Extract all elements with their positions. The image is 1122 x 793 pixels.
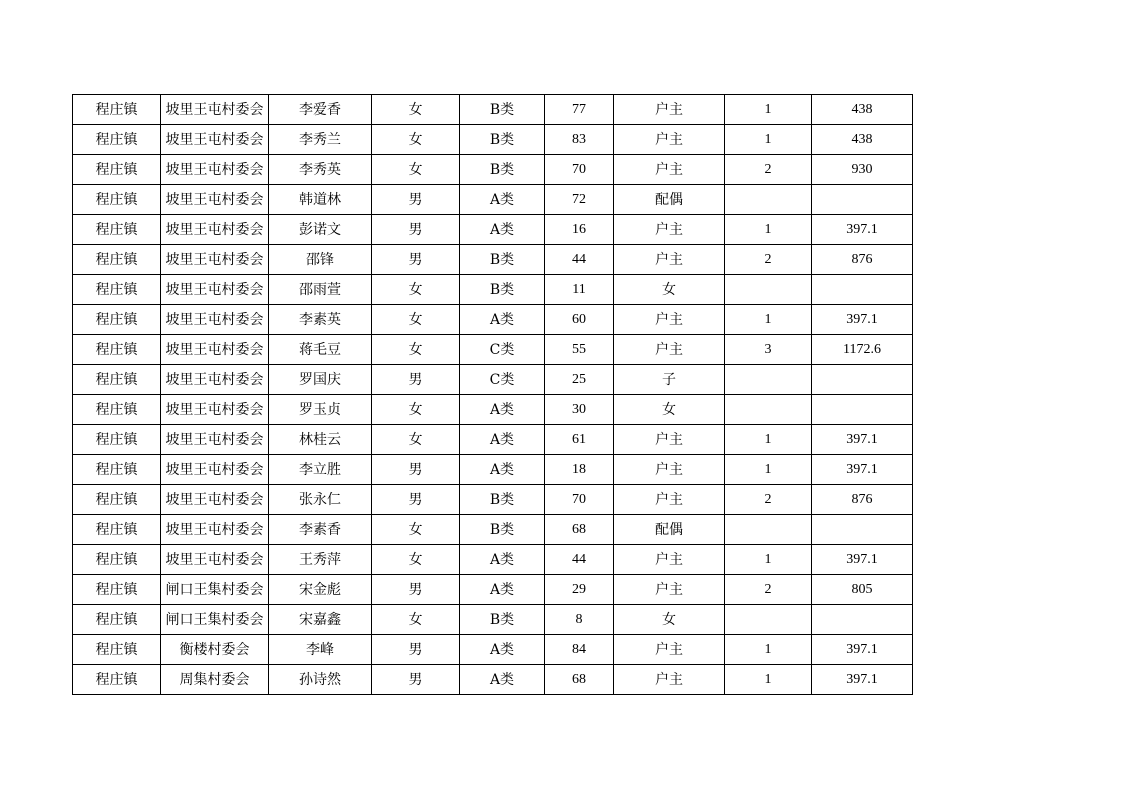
cell-household-size: 1: [725, 95, 812, 125]
cell-household-size: 1: [725, 545, 812, 575]
cell-household-size: [725, 605, 812, 635]
cell-relation: 子: [614, 365, 725, 395]
cell-relation: 户主: [614, 155, 725, 185]
cell-name: 宋金彪: [269, 575, 372, 605]
cell-gender: 女: [372, 95, 460, 125]
cell-age: 55: [545, 335, 614, 365]
cell-category: A类: [460, 635, 545, 665]
cell-age: 18: [545, 455, 614, 485]
cell-gender: 男: [372, 485, 460, 515]
cell-amount: [812, 365, 913, 395]
table-row: [73, 305, 913, 335]
table-row: [73, 395, 913, 425]
cell-name: 罗国庆: [269, 365, 372, 395]
cell-relation: 户主: [614, 305, 725, 335]
cell-category: A类: [460, 215, 545, 245]
table-row: [73, 605, 913, 635]
cell-amount: 397.1: [812, 455, 913, 485]
cell-category: A类: [460, 455, 545, 485]
cell-village: 坡里王屯村委会: [161, 185, 269, 215]
cell-gender: 女: [372, 305, 460, 335]
cell-amount: 397.1: [812, 425, 913, 455]
cell-town: 程庄镇: [73, 395, 161, 425]
table-row: [73, 635, 913, 665]
cell-name: 张永仁: [269, 485, 372, 515]
cell-amount: 876: [812, 485, 913, 515]
cell-household-size: [725, 185, 812, 215]
cell-town: 程庄镇: [73, 605, 161, 635]
cell-household-size: 2: [725, 575, 812, 605]
cell-category: A类: [460, 665, 545, 695]
cell-town: 程庄镇: [73, 215, 161, 245]
cell-gender: 女: [372, 425, 460, 455]
cell-amount: 397.1: [812, 665, 913, 695]
cell-household-size: 2: [725, 485, 812, 515]
cell-household-size: [725, 515, 812, 545]
cell-town: 程庄镇: [73, 305, 161, 335]
cell-age: 16: [545, 215, 614, 245]
cell-age: 11: [545, 275, 614, 305]
cell-household-size: 3: [725, 335, 812, 365]
cell-category: C类: [460, 365, 545, 395]
cell-relation: 女: [614, 275, 725, 305]
table-body: [73, 95, 913, 695]
cell-amount: 876: [812, 245, 913, 275]
cell-name: 李素英: [269, 305, 372, 335]
cell-gender: 女: [372, 395, 460, 425]
cell-amount: [812, 605, 913, 635]
cell-name: 李峰: [269, 635, 372, 665]
cell-gender: 男: [372, 185, 460, 215]
cell-relation: 户主: [614, 245, 725, 275]
cell-gender: 男: [372, 365, 460, 395]
table-row: [73, 245, 913, 275]
cell-age: 44: [545, 545, 614, 575]
cell-category: A类: [460, 305, 545, 335]
cell-household-size: 1: [725, 635, 812, 665]
cell-name: 李爱香: [269, 95, 372, 125]
cell-category: A类: [460, 575, 545, 605]
cell-name: 李秀英: [269, 155, 372, 185]
cell-name: 罗玉贞: [269, 395, 372, 425]
cell-amount: 438: [812, 125, 913, 155]
cell-category: B类: [460, 125, 545, 155]
cell-name: 邵雨萱: [269, 275, 372, 305]
cell-town: 程庄镇: [73, 95, 161, 125]
cell-name: 蒋毛豆: [269, 335, 372, 365]
cell-gender: 男: [372, 215, 460, 245]
cell-village: 坡里王屯村委会: [161, 485, 269, 515]
cell-relation: 户主: [614, 575, 725, 605]
cell-town: 程庄镇: [73, 185, 161, 215]
cell-name: 李秀兰: [269, 125, 372, 155]
cell-household-size: 1: [725, 125, 812, 155]
table-row: [73, 215, 913, 245]
cell-relation: 女: [614, 605, 725, 635]
cell-gender: 女: [372, 155, 460, 185]
cell-village: 坡里王屯村委会: [161, 335, 269, 365]
cell-household-size: [725, 395, 812, 425]
cell-town: 程庄镇: [73, 545, 161, 575]
cell-town: 程庄镇: [73, 125, 161, 155]
cell-amount: 397.1: [812, 215, 913, 245]
cell-name: 李素香: [269, 515, 372, 545]
table-row: [73, 515, 913, 545]
cell-household-size: 2: [725, 245, 812, 275]
cell-gender: 男: [372, 665, 460, 695]
cell-relation: 户主: [614, 455, 725, 485]
cell-household-size: 1: [725, 215, 812, 245]
cell-age: 70: [545, 155, 614, 185]
cell-amount: 438: [812, 95, 913, 125]
table-row: [73, 275, 913, 305]
cell-village: 闸口王集村委会: [161, 575, 269, 605]
cell-name: 林桂云: [269, 425, 372, 455]
table-row: [73, 95, 913, 125]
cell-relation: 配偶: [614, 185, 725, 215]
cell-village: 坡里王屯村委会: [161, 515, 269, 545]
cell-age: 30: [545, 395, 614, 425]
table-row: [73, 575, 913, 605]
cell-category: B类: [460, 515, 545, 545]
cell-town: 程庄镇: [73, 335, 161, 365]
table-row: [73, 485, 913, 515]
cell-town: 程庄镇: [73, 485, 161, 515]
cell-amount: 397.1: [812, 545, 913, 575]
table-row: [73, 155, 913, 185]
cell-age: 68: [545, 665, 614, 695]
cell-town: 程庄镇: [73, 665, 161, 695]
cell-village: 坡里王屯村委会: [161, 395, 269, 425]
cell-category: B类: [460, 605, 545, 635]
cell-amount: 397.1: [812, 305, 913, 335]
cell-category: B类: [460, 95, 545, 125]
cell-name: 彭诺文: [269, 215, 372, 245]
cell-relation: 配偶: [614, 515, 725, 545]
cell-amount: [812, 395, 913, 425]
data-table: [72, 94, 913, 695]
cell-gender: 男: [372, 245, 460, 275]
cell-category: B类: [460, 245, 545, 275]
cell-age: 44: [545, 245, 614, 275]
table-row: [73, 425, 913, 455]
cell-village: 周集村委会: [161, 665, 269, 695]
cell-gender: 女: [372, 275, 460, 305]
cell-household-size: 1: [725, 455, 812, 485]
cell-name: 邵锋: [269, 245, 372, 275]
cell-category: C类: [460, 335, 545, 365]
cell-name: 王秀萍: [269, 545, 372, 575]
cell-household-size: 2: [725, 155, 812, 185]
cell-village: 坡里王屯村委会: [161, 155, 269, 185]
cell-amount: [812, 515, 913, 545]
cell-relation: 户主: [614, 215, 725, 245]
cell-village: 衡楼村委会: [161, 635, 269, 665]
cell-town: 程庄镇: [73, 245, 161, 275]
cell-name: 李立胜: [269, 455, 372, 485]
cell-village: 坡里王屯村委会: [161, 365, 269, 395]
cell-village: 坡里王屯村委会: [161, 305, 269, 335]
cell-gender: 女: [372, 515, 460, 545]
cell-age: 72: [545, 185, 614, 215]
cell-town: 程庄镇: [73, 455, 161, 485]
table-row: [73, 455, 913, 485]
cell-town: 程庄镇: [73, 275, 161, 305]
cell-name: 孙诗然: [269, 665, 372, 695]
cell-gender: 女: [372, 545, 460, 575]
cell-household-size: [725, 275, 812, 305]
cell-amount: 805: [812, 575, 913, 605]
table-row: [73, 545, 913, 575]
cell-relation: 户主: [614, 545, 725, 575]
table-row: [73, 665, 913, 695]
cell-age: 83: [545, 125, 614, 155]
cell-category: B类: [460, 155, 545, 185]
cell-village: 坡里王屯村委会: [161, 425, 269, 455]
cell-town: 程庄镇: [73, 425, 161, 455]
cell-gender: 男: [372, 635, 460, 665]
cell-name: 宋嘉鑫: [269, 605, 372, 635]
cell-gender: 女: [372, 335, 460, 365]
cell-age: 77: [545, 95, 614, 125]
cell-gender: 女: [372, 605, 460, 635]
cell-amount: 397.1: [812, 635, 913, 665]
cell-town: 程庄镇: [73, 635, 161, 665]
cell-age: 61: [545, 425, 614, 455]
cell-relation: 户主: [614, 125, 725, 155]
cell-relation: 女: [614, 395, 725, 425]
cell-household-size: 1: [725, 425, 812, 455]
cell-age: 70: [545, 485, 614, 515]
cell-village: 坡里王屯村委会: [161, 455, 269, 485]
cell-amount: 1172.6: [812, 335, 913, 365]
cell-gender: 女: [372, 125, 460, 155]
cell-town: 程庄镇: [73, 575, 161, 605]
cell-category: A类: [460, 185, 545, 215]
cell-household-size: 1: [725, 665, 812, 695]
cell-amount: 930: [812, 155, 913, 185]
cell-gender: 男: [372, 575, 460, 605]
table-row: [73, 125, 913, 155]
cell-category: A类: [460, 545, 545, 575]
cell-relation: 户主: [614, 665, 725, 695]
cell-category: B类: [460, 275, 545, 305]
cell-amount: [812, 185, 913, 215]
cell-relation: 户主: [614, 425, 725, 455]
table-row: [73, 185, 913, 215]
cell-village: 闸口王集村委会: [161, 605, 269, 635]
cell-town: 程庄镇: [73, 155, 161, 185]
cell-age: 8: [545, 605, 614, 635]
cell-village: 坡里王屯村委会: [161, 245, 269, 275]
cell-town: 程庄镇: [73, 515, 161, 545]
cell-village: 坡里王屯村委会: [161, 215, 269, 245]
cell-village: 坡里王屯村委会: [161, 275, 269, 305]
cell-age: 84: [545, 635, 614, 665]
cell-amount: [812, 275, 913, 305]
cell-town: 程庄镇: [73, 365, 161, 395]
cell-name: 韩道林: [269, 185, 372, 215]
cell-relation: 户主: [614, 335, 725, 365]
table-row: [73, 365, 913, 395]
cell-age: 29: [545, 575, 614, 605]
cell-relation: 户主: [614, 485, 725, 515]
cell-age: 60: [545, 305, 614, 335]
cell-village: 坡里王屯村委会: [161, 95, 269, 125]
cell-age: 25: [545, 365, 614, 395]
cell-age: 68: [545, 515, 614, 545]
table-row: [73, 335, 913, 365]
cell-household-size: 1: [725, 305, 812, 335]
cell-household-size: [725, 365, 812, 395]
cell-gender: 男: [372, 455, 460, 485]
cell-relation: 户主: [614, 635, 725, 665]
cell-relation: 户主: [614, 95, 725, 125]
cell-village: 坡里王屯村委会: [161, 125, 269, 155]
cell-category: A类: [460, 425, 545, 455]
cell-category: A类: [460, 395, 545, 425]
cell-category: B类: [460, 485, 545, 515]
cell-village: 坡里王屯村委会: [161, 545, 269, 575]
